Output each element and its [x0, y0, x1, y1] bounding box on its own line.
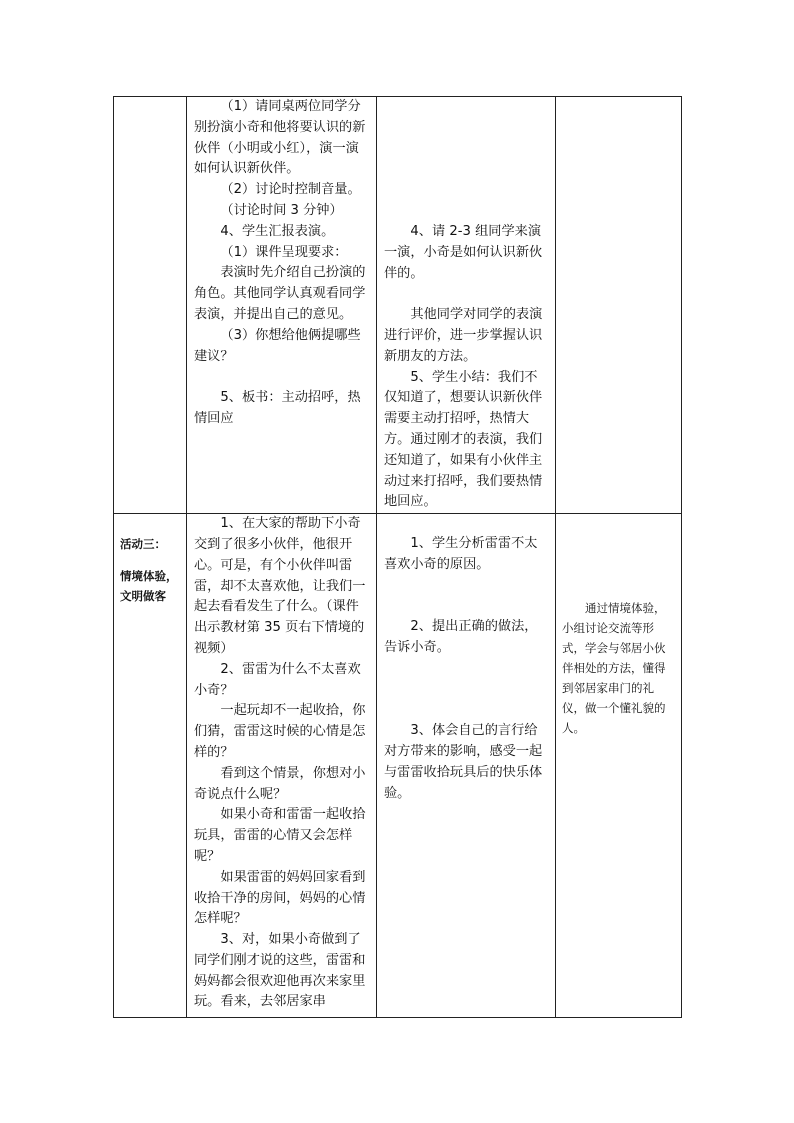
student-activity-cell — [377, 97, 556, 514]
paragraph: （2）讨论时控制音量。 — [220, 182, 361, 198]
table-row — [114, 514, 682, 1018]
paragraph: 一起玩却不一起收拾，你们猜，雷雷这时候的心情是怎样的？ — [194, 703, 366, 760]
lesson-plan-table — [113, 96, 682, 1018]
teacher-activity-cell — [187, 97, 377, 514]
paragraph: 4、学生汇报表演。 — [220, 223, 335, 239]
teacher-activity-cell — [187, 514, 377, 1018]
paragraph: 如果小奇和雷雷一起收拾玩具，雷雷的心情又会怎样呢？ — [194, 807, 366, 864]
design-intent-cell-empty — [556, 97, 682, 514]
paragraph: 表演时先介绍自己扮演的角色。其他同学认真观看同学表演，并提出自己的意见。 — [194, 265, 366, 322]
paragraph: 看到这个情景，你想对小奇说点什么呢？ — [194, 765, 366, 802]
paragraph: 5、板书：主动招呼，热情回应 — [194, 390, 361, 426]
paragraph: 3、体会自己的言行给对方带来的影响，感受一起与雷雷收拾玩具后的快乐体验。 — [384, 723, 543, 801]
paragraph: （1）请同桌两位同学分别扮演小奇和他将要认识的新伙伴（小明或小红），演一演如何认识新伙伴。 — [194, 99, 366, 177]
paragraph: 其他同学对同学的表演进行评价，进一步掌握认识新朋友的方法。 — [384, 307, 543, 364]
paragraph: 如果雷雷的妈妈回家看到收拾干净的房间，妈妈的心情怎样呢？ — [194, 869, 366, 927]
paragraph: 1、在大家的帮助下小奇交到了很多小伙伴，他很开心。可是，有个小伙伴叫雷雷，却不太喜欢他，让我们一起去看看发生了什么。（课件出示教材第 35 页右下情境的视频） — [194, 516, 366, 656]
paragraph: 4、请 2-3 组同学来演一演，小奇是如何认识新伙伴的。 — [384, 224, 543, 281]
paragraph: 2、提出正确的做法，告诉小奇。 — [384, 619, 538, 656]
paragraph: 通过情境体验，小组讨论交流等形式，学会与邻居小伙伴相处的方法，懂得到邻居家串门的礼仪，做一个懂礼貌的人。 — [562, 601, 666, 736]
paragraph: 3、对，如果小奇做到了同学们刚才说的这些，雷雷和妈妈都会很欢迎他再次来家里玩。看来，去邻居家串 — [194, 932, 366, 1010]
paragraph: （3）你想给他俩提哪些建议？ — [194, 327, 361, 364]
activity-label-cell-empty — [114, 97, 187, 514]
paragraph: 5、学生小结：我们不仅知道了，想要认识新伙伴需要主动打招呼，热情大方。通过刚才的表演，我们还知道了，如果有小伙伴主动过来打招呼，我们要热情地回应。 — [384, 369, 543, 510]
design-intent-cell — [556, 514, 682, 1018]
activity-label-cell — [114, 514, 187, 1018]
paragraph: 2、雷雷为什么不太喜欢小奇？ — [194, 661, 361, 698]
paragraph: （1）课件呈现要求： — [220, 244, 348, 260]
table-row — [114, 97, 682, 514]
activity-label-line: 情境体验， — [120, 569, 178, 584]
activity-label-line: 文明做客 — [120, 589, 166, 604]
activity-label-line: 活动三： — [120, 537, 166, 552]
paragraph: 1、学生分析雷雷不太喜欢小奇的原因。 — [384, 536, 538, 572]
paragraph: （讨论时间 3 分钟） — [220, 202, 343, 218]
student-activity-cell — [377, 514, 556, 1018]
